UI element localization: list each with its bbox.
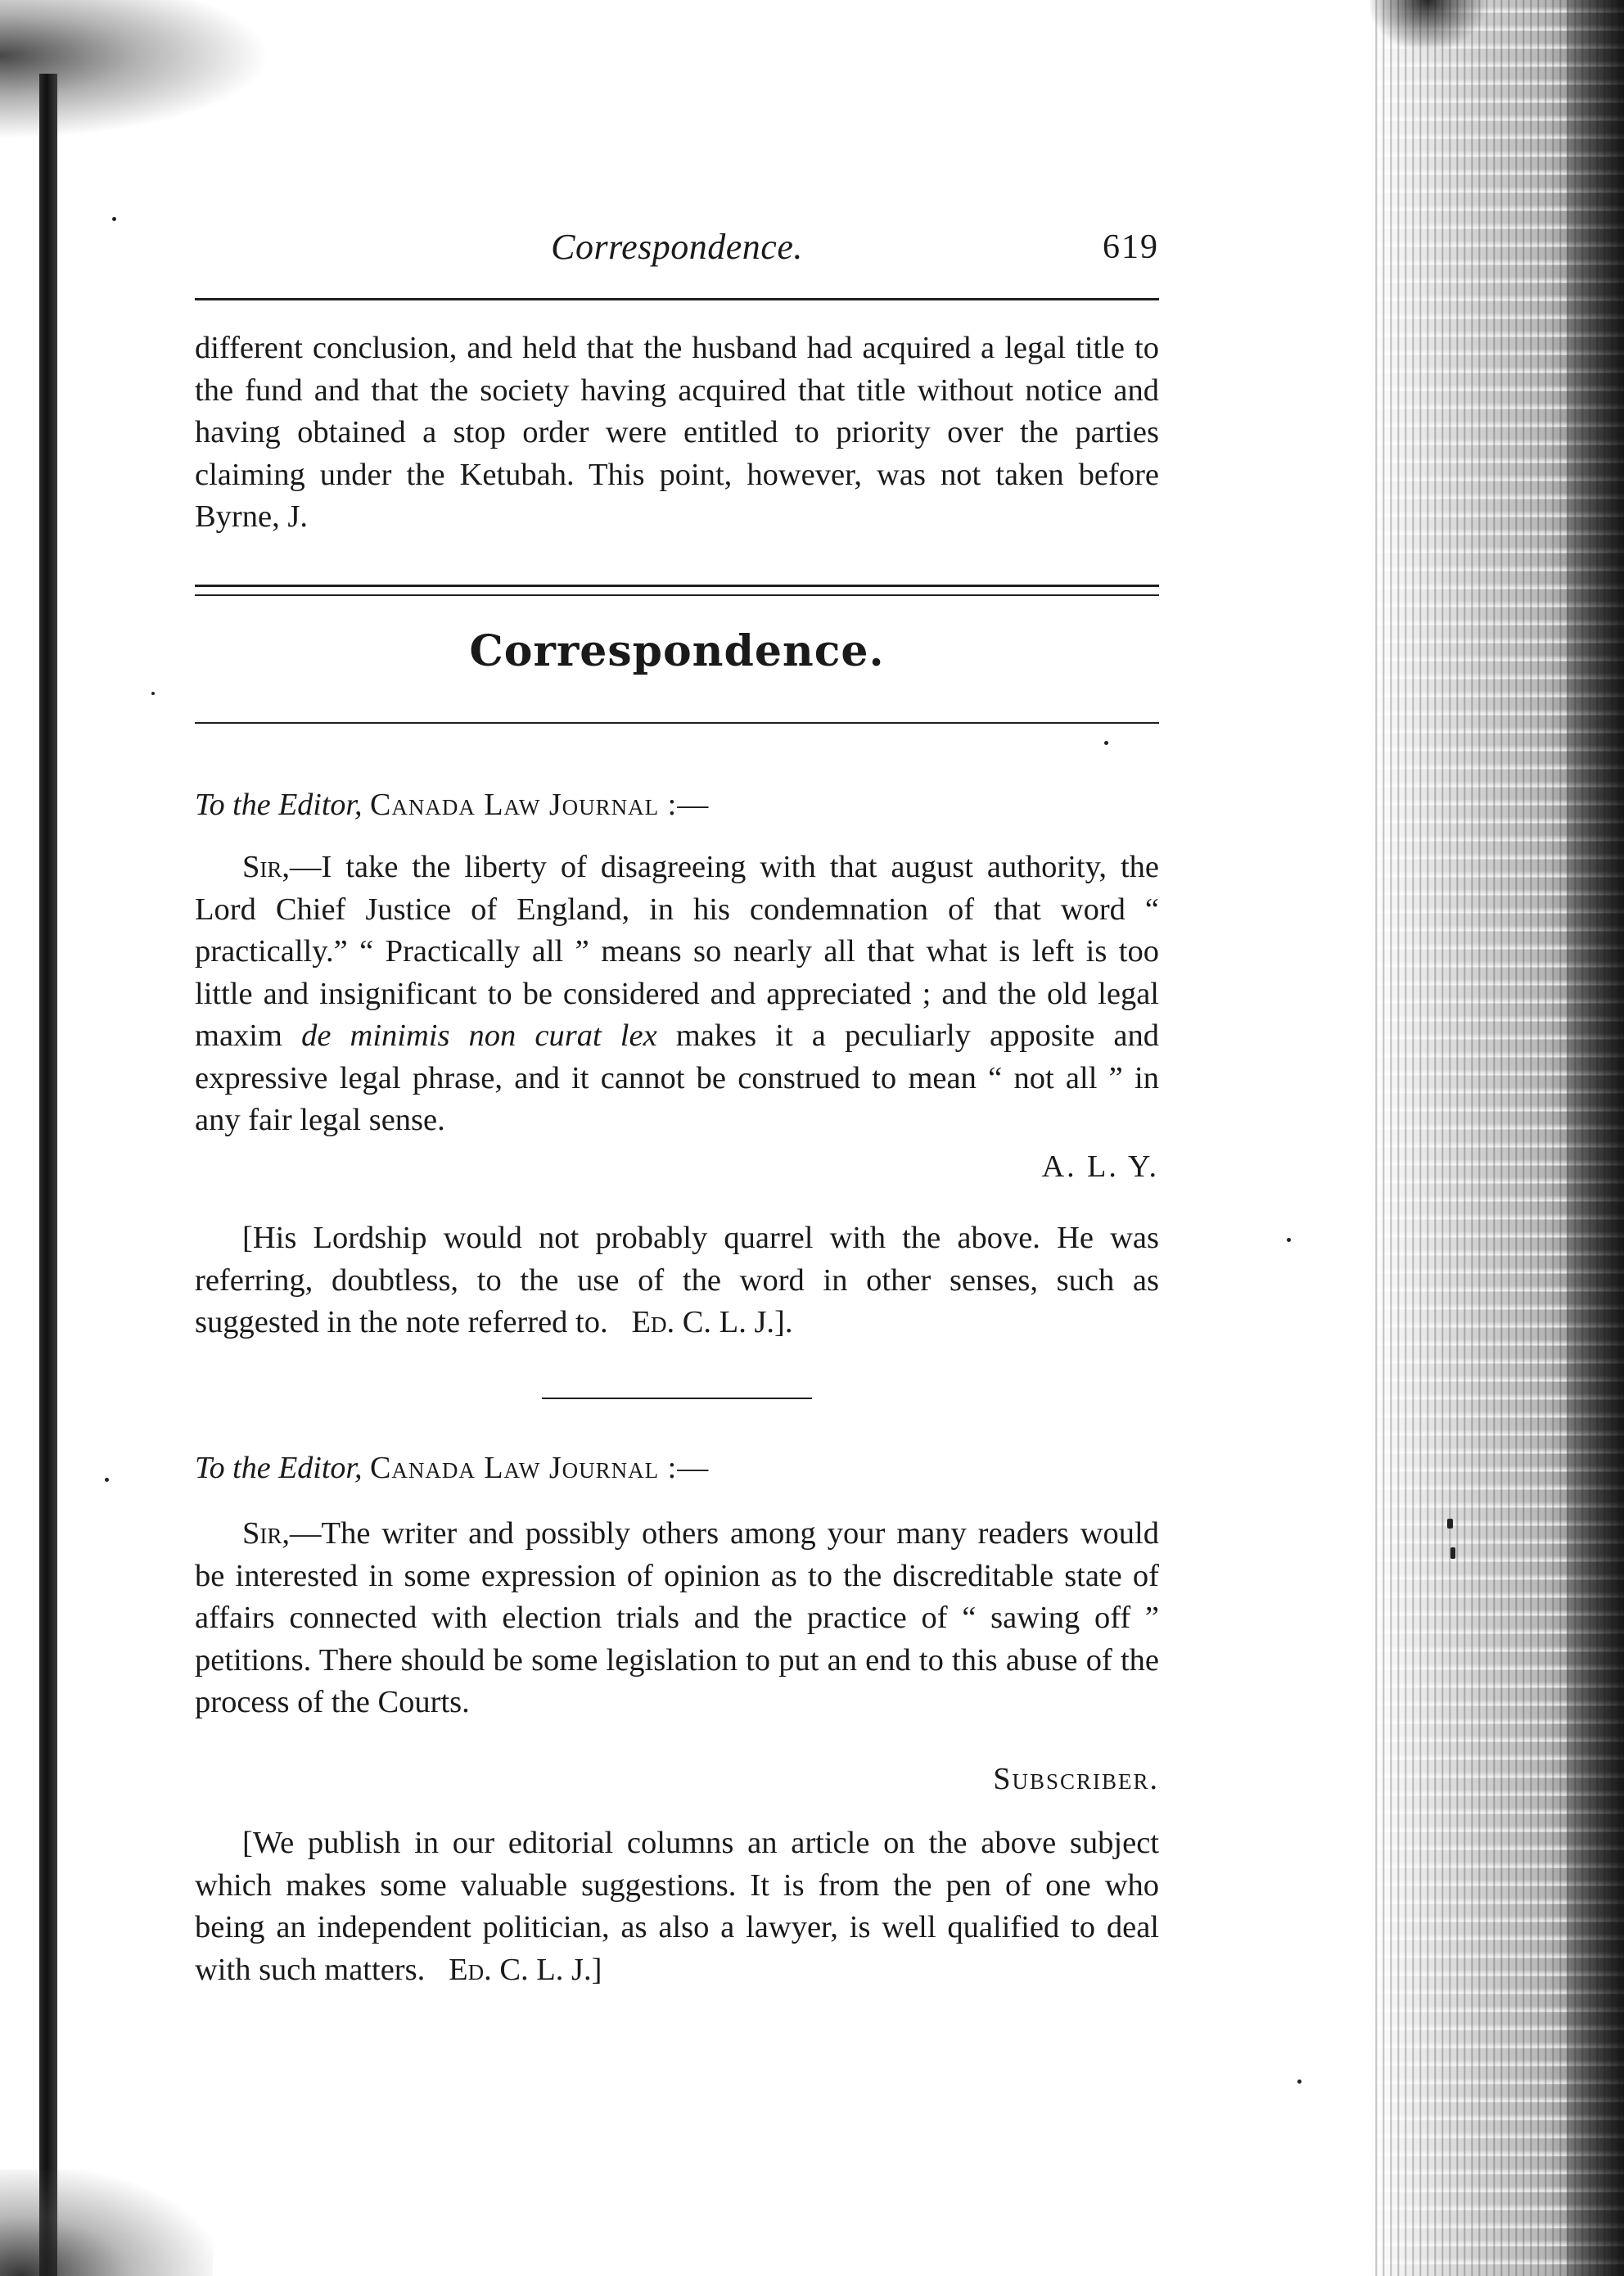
- letter2-salutation: Sir,: [242, 1516, 291, 1551]
- speck: [1450, 1547, 1455, 1559]
- running-head: [195, 223, 1159, 277]
- speck: [1297, 2080, 1301, 2084]
- letter1-editor-sign: Ed. C. L. J.].: [631, 1305, 793, 1339]
- letter2-editor-sign: Ed. C. L. J.]: [449, 1952, 602, 1987]
- running-title: Correspondence.: [551, 227, 803, 267]
- letter2-body-text: —The writer and possibly others among your many readers would be interested in some expression of opinion as to the discreditable state of affairs connected with election trials and the practice of “ sawing off ” petitions. There should be some legislation to put an end to this abuse of the process of the Courts.: [195, 1516, 1159, 1719]
- speck: [112, 217, 116, 221]
- letter1-salutation: Sir,: [242, 850, 291, 884]
- scan-shadow-top-right: [1370, 0, 1485, 49]
- section-heading: Correspondence.: [469, 626, 885, 676]
- letter1-body: [195, 847, 1159, 1142]
- carryover-paragraph: different conclusion, and held that the husband had acquired a legal title to the fund and that the society having acquired that title without notice and having obtained a stop order were entitled to priority over the parties claiming under the Ketubah. This point, however, was not taken before Byrne, J.: [195, 331, 1159, 534]
- letter2-body: [195, 1513, 1159, 1724]
- letter1-editor-note-text: [His Lordship would not probably quarrel with the above. He was referring, doubtless, to the use of the word in other senses, such as suggested in the note referred to.: [195, 1221, 1159, 1339]
- letter1-addressee-journal: Canada Law Journal :—: [369, 788, 710, 822]
- letter1-editor-note: [195, 1217, 1159, 1344]
- section-heading-rule: [195, 722, 1159, 724]
- section-double-rule-bottom: [195, 594, 1159, 596]
- speck: [1104, 741, 1108, 745]
- letter2-addressee-editor: To the Editor,: [195, 1451, 363, 1485]
- speck: [151, 692, 155, 695]
- scan-shadow-bottom-left: [0, 2170, 213, 2276]
- letter1-body-text-end: makes it a peculiarly apposite and expressive legal phrase, and it cannot be construed to mean “ not all ” in any fair legal sense.: [195, 1018, 1160, 1137]
- letter-separator: [542, 1398, 812, 1399]
- latin-maxim: de minimis non curat lex: [301, 1018, 657, 1053]
- speck: [1447, 1519, 1453, 1529]
- page-edge-right-shadow: [1567, 0, 1624, 2276]
- speck: [1287, 1238, 1291, 1242]
- letter1-signature: A. L. Y.: [1041, 1149, 1159, 1184]
- letter1-body-text: —I take the liberty of disagreeing with that august authority, the Lord Chief Justice of England, in his condemnation of that word “ practically.” “ Practically all ” means so nearly all that what is left is too little and insignificant to be considered and appreciated ; and the old legal maxim: [195, 850, 1159, 1053]
- letter2-editor-note: [195, 1822, 1159, 1991]
- letter2-signature: Subscriber.: [993, 1762, 1159, 1796]
- letter2-editor-note-text: [We publish in our editorial columns an article on the above subject which makes some valuable suggestions. It is from the pen of one who being an independent politician, as also a lawyer, is well qualified to deal with such matters.: [195, 1826, 1159, 1987]
- page-number: 619: [1103, 228, 1159, 266]
- speck: [105, 1478, 109, 1482]
- letter1-addressee-editor: To the Editor,: [195, 788, 363, 822]
- letter2-addressee-journal: Canada Law Journal :—: [369, 1451, 710, 1485]
- section-double-rule-top: [195, 585, 1159, 587]
- letter1-addressee: [195, 784, 1159, 825]
- binding-edge: [39, 74, 57, 2276]
- header-rule: [195, 298, 1159, 300]
- letter2-addressee: [195, 1447, 1159, 1488]
